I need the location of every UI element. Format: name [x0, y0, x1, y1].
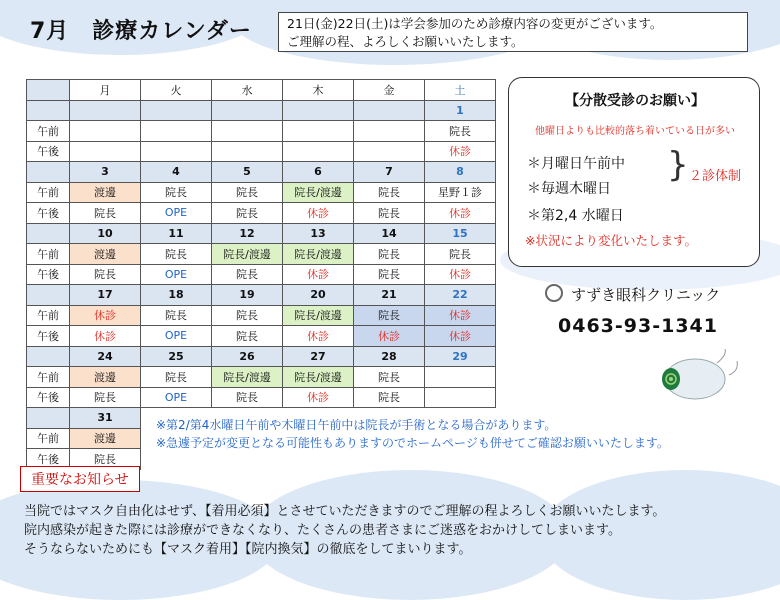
mosquito-coil-pig-icon: [655, 345, 745, 405]
morning-label: 午前: [27, 367, 70, 388]
weekday-header: 火: [141, 80, 212, 101]
date-cell: 24: [70, 346, 141, 367]
calendar-note: ※第2/第4水曜日午前や木曜日午前中は院長が手術となる場合があります。: [156, 418, 557, 432]
afternoon-slot: 休診: [425, 264, 496, 285]
morning-slot: 渡邊: [70, 428, 141, 449]
morning-slot: 院長: [141, 367, 212, 388]
date-cell: 29: [425, 346, 496, 367]
afternoon-slot: OPE: [141, 264, 212, 285]
afternoon-label: 午後: [27, 449, 70, 470]
date-cell: 6: [283, 162, 354, 183]
date-cell: 13: [283, 223, 354, 244]
afternoon-slot: 院長: [70, 203, 141, 224]
morning-slot: 休診: [70, 305, 141, 326]
clinic-phone: 0463-93-1341: [558, 315, 718, 337]
page-title: 7月 診療カレンダー: [30, 19, 252, 44]
morning-slot: 渡邊: [70, 244, 141, 265]
date-cell: 4: [141, 162, 212, 183]
distributed-visit-panel: [508, 77, 760, 267]
morning-label: 午前: [27, 244, 70, 265]
morning-slot: [212, 121, 283, 142]
afternoon-slot: 休診: [425, 203, 496, 224]
morning-slot: [141, 121, 212, 142]
morning-slot: 渡邊: [70, 367, 141, 388]
afternoon-slot: 院長: [354, 203, 425, 224]
weekday-header: 木: [283, 80, 354, 101]
morning-slot: [425, 367, 496, 388]
afternoon-slot: [283, 449, 354, 470]
clinic-calendar: [26, 79, 496, 470]
date-cell: 21: [354, 285, 425, 306]
afternoon-slot: 休診: [354, 326, 425, 347]
date-cell: 26: [212, 346, 283, 367]
clinic-name-text: すずき眼科クリニック: [571, 286, 721, 304]
date-cell: [212, 100, 283, 121]
important-line: 院内感染が起きた際には診療ができなくなり、たくさんの患者さまにご迷惑をおかけしてしまいます。: [24, 523, 621, 538]
date-cell: 31: [70, 408, 141, 429]
important-notice-label: 重要なお知らせ: [20, 466, 140, 492]
top-notice-line: 21日(金)22日(土)は学会参加のため診療内容の変更がございます。: [287, 16, 663, 31]
date-cell: [70, 100, 141, 121]
afternoon-slot: 休診: [425, 326, 496, 347]
morning-slot: 院長/渡邊: [212, 367, 283, 388]
date-cell: 18: [141, 285, 212, 306]
afternoon-slot: 院長: [212, 203, 283, 224]
morning-slot: 院長/渡邊: [212, 244, 283, 265]
weekday-header: 土: [425, 80, 496, 101]
weekday-header: 金: [354, 80, 425, 101]
afternoon-slot: 休診: [425, 141, 496, 162]
afternoon-slot: [425, 387, 496, 408]
afternoon-slot: 休診: [283, 387, 354, 408]
afternoon-slot: [141, 449, 212, 470]
panel-item: ＊毎週木曜日: [527, 181, 611, 197]
date-cell: 8: [425, 162, 496, 183]
date-cell: [283, 100, 354, 121]
afternoon-slot: [354, 141, 425, 162]
important-line: そうならないためにも【マスク着用】【院内換気】の徹底をしてまいります。: [24, 542, 472, 557]
afternoon-slot: OPE: [141, 387, 212, 408]
date-cell: 20: [283, 285, 354, 306]
afternoon-slot: [283, 141, 354, 162]
morning-slot: 院長: [425, 244, 496, 265]
morning-slot: 院長: [212, 305, 283, 326]
afternoon-slot: 院長: [212, 387, 283, 408]
afternoon-slot: 院長: [70, 264, 141, 285]
date-cell: [141, 100, 212, 121]
date-cell: 28: [354, 346, 425, 367]
morning-slot: 院長: [212, 182, 283, 203]
afternoon-slot: 院長: [70, 449, 141, 470]
afternoon-slot: OPE: [141, 326, 212, 347]
morning-slot: 院長/渡邊: [283, 305, 354, 326]
top-notice: [278, 12, 748, 52]
clinic-logo-icon: [545, 284, 563, 302]
afternoon-slot: 休診: [70, 326, 141, 347]
date-cell: 7: [354, 162, 425, 183]
afternoon-slot: 院長: [354, 264, 425, 285]
afternoon-slot: 院長: [212, 264, 283, 285]
morning-label: 午前: [27, 428, 70, 449]
afternoon-slot: 休診: [283, 203, 354, 224]
morning-label: 午前: [27, 305, 70, 326]
afternoon-slot: 休診: [283, 264, 354, 285]
morning-slot: 院長: [354, 182, 425, 203]
morning-slot: 星野１診: [425, 182, 496, 203]
afternoon-slot: [354, 449, 425, 470]
afternoon-label: 午後: [27, 203, 70, 224]
morning-slot: 院長: [354, 244, 425, 265]
afternoon-slot: [70, 141, 141, 162]
date-cell: 12: [212, 223, 283, 244]
morning-slot: [70, 121, 141, 142]
calendar-note: ※急遽予定が変更となる可能性もありますのでホームページも併せてご確認お願いいたします。: [156, 436, 669, 450]
afternoon-slot: [425, 449, 496, 470]
date-cell: 19: [212, 285, 283, 306]
date-cell: 10: [70, 223, 141, 244]
afternoon-slot: 院長: [70, 387, 141, 408]
brace-symbol: }: [667, 145, 689, 185]
date-cell: 25: [141, 346, 212, 367]
date-cell: 3: [70, 162, 141, 183]
afternoon-slot: 休診: [283, 326, 354, 347]
morning-slot: [354, 121, 425, 142]
afternoon-slot: 院長: [212, 326, 283, 347]
morning-slot: 院長/渡邊: [283, 367, 354, 388]
morning-slot: 院長: [354, 367, 425, 388]
afternoon-slot: OPE: [141, 203, 212, 224]
morning-slot: 休診: [425, 305, 496, 326]
date-cell: 22: [425, 285, 496, 306]
morning-label: 午前: [27, 121, 70, 142]
date-cell: 15: [425, 223, 496, 244]
morning-slot: [283, 121, 354, 142]
weekday-header: 水: [212, 80, 283, 101]
morning-label: 午前: [27, 182, 70, 203]
morning-slot: 院長: [141, 244, 212, 265]
morning-slot: 院長/渡邊: [283, 244, 354, 265]
important-line: 当院ではマスク自由化はせず、【着用必須】とさせていただきますのでご理解の程よろしくお願いいたします。: [24, 504, 666, 519]
date-cell: 5: [212, 162, 283, 183]
date-cell: 27: [283, 346, 354, 367]
morning-slot: 院長: [141, 182, 212, 203]
morning-slot: 渡邊: [70, 182, 141, 203]
date-cell: [354, 100, 425, 121]
afternoon-label: 午後: [27, 326, 70, 347]
afternoon-slot: [212, 449, 283, 470]
two-doctor-label: ２診体制: [689, 169, 742, 184]
clinic-name: [545, 284, 720, 305]
afternoon-slot: [212, 141, 283, 162]
afternoon-slot: [141, 141, 212, 162]
morning-slot: 院長/渡邊: [283, 182, 354, 203]
afternoon-label: 午後: [27, 141, 70, 162]
panel-item: ＊第2,4 水曜日: [527, 208, 624, 224]
date-cell: 14: [354, 223, 425, 244]
date-cell: 1: [425, 100, 496, 121]
panel-item: ＊月曜日午前中: [527, 156, 625, 172]
date-cell: 11: [141, 223, 212, 244]
afternoon-slot: 院長: [354, 387, 425, 408]
panel-warning: ※状況により変化いたします。: [525, 233, 697, 248]
panel-title: 【分散受診のお願い】: [565, 93, 705, 109]
morning-slot: 院長: [141, 305, 212, 326]
weekday-header: 月: [70, 80, 141, 101]
morning-slot: 院長: [425, 121, 496, 142]
afternoon-label: 午後: [27, 387, 70, 408]
afternoon-label: 午後: [27, 264, 70, 285]
top-notice-line: ご理解の程、よろしくお願いいたします。: [287, 34, 524, 49]
date-cell: 17: [70, 285, 141, 306]
panel-subtitle: 他曜日よりも比較的落ち着いている日が多い: [535, 126, 735, 137]
morning-slot: 院長: [354, 305, 425, 326]
